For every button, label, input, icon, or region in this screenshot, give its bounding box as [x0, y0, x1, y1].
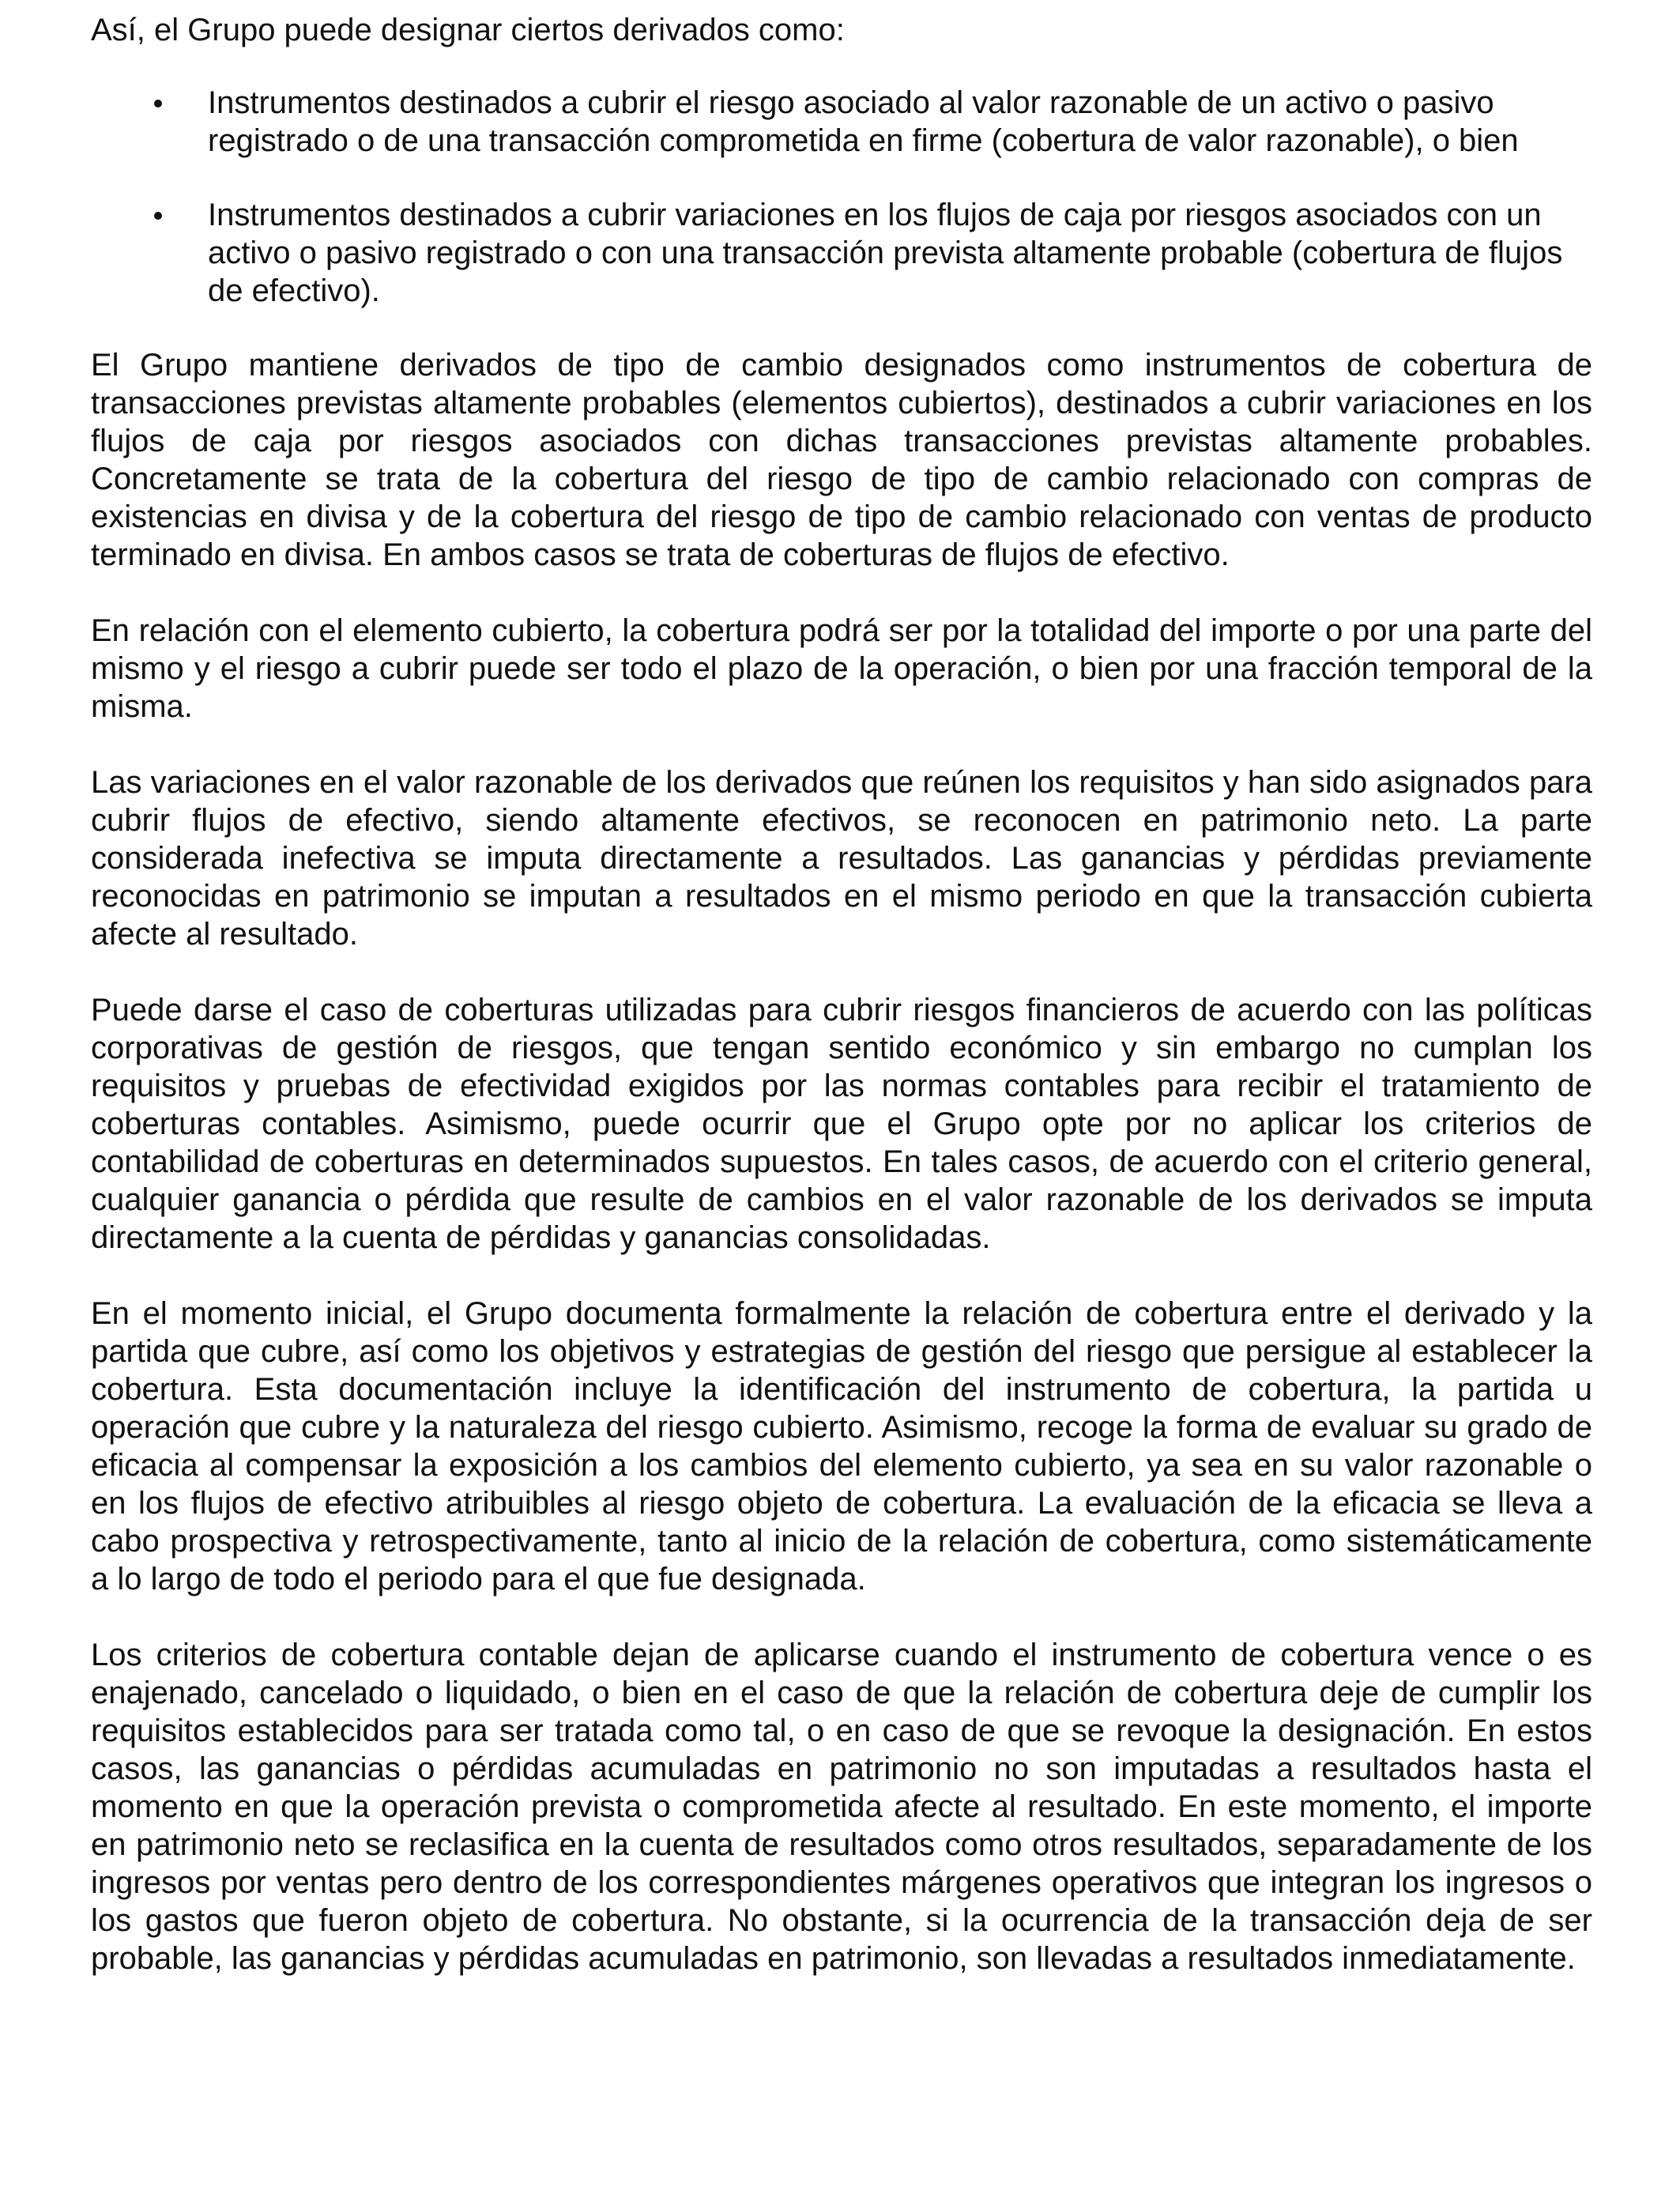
paragraph-hedged-item: En relación con el elemento cubierto, la cobertura podrá ser por la totalidad del importe o por una parte del mismo y el riesgo a cubrir puede ser todo el plazo de la operación, o bien por una fracción temporal de la misma. — [91, 613, 1592, 724]
bullet-text: Instrumentos destinados a cubrir variaciones en los flujos de caja por riesgos asociados con un activo o pasivo registrado o con una transacción prevista altamente probable (cobertura de flujos de efectivo). — [208, 198, 1563, 308]
bullet-item-cash-flow — [91, 196, 1592, 310]
bullet-text: Instrumentos destinados a cubrir el riesgo asociado al valor razonable de un activo o pasivo registrado o de una transacción comprometida en firme (cobertura de valor razonable), o bien — [208, 85, 1519, 158]
bullet-dot-icon — [154, 100, 162, 107]
paragraph-hedge-documentation: En el momento inicial, el Grupo documenta formalmente la relación de cobertura entre el derivado y la partida que cubre, así como los objetivos y estrategias de gestión del riesgo que persigue al establecer la cobertura. Esta documentación incluye la identificación del instrumento de cobertura, la partida u operación que cubre y la naturaleza del riesgo cubierto. Asimismo, recoge la forma de evaluar su grado de eficacia al compensar la exposición a los cambios del elemento cubierto, ya sea en su valor razonable o en los flujos de efectivo atribuibles al riesgo objeto de cobertura. La evaluación de la eficacia se lleva a cabo prospectiva y retrospectivamente, tanto al inicio de la relación de cobertura, como sistemáticamente a lo largo de todo el periodo para el que fue designada. — [91, 1296, 1592, 1596]
paragraph-fair-value-changes: Las variaciones en el valor razonable de los derivados que reúnen los requisitos y han sido asignados para cubrir flujos de efectivo, siendo altamente efectivos, se reconocen en patrimonio neto. La parte considerada inefectiva se imputa directamente a resultados. Las ganancias y pérdidas previamente reconocidas en patrimonio se imputan a resultados en el mismo periodo en que la transacción cubierta afecte al resultado. — [91, 765, 1592, 952]
paragraph-fx-derivatives: El Grupo mantiene derivados de tipo de cambio designados como instrumentos de cobertura de transacciones previstas altamente probables (elementos cubiertos), destinados a cubrir variaciones en los flujos de caja por riesgos asociados con dichas transacciones previstas altamente probables. Concretamente se trata de la cobertura del riesgo de tipo de cambio relacionado con compras de existencias en divisa y de la cobertura del riesgo de tipo de cambio relacionado con ventas de producto terminado en divisa. En ambos casos se trata de coberturas de flujos de efectivo. — [91, 348, 1592, 572]
paragraph-hedge-discontinuation: Los criterios de cobertura contable dejan de aplicarse cuando el instrumento de cobertura vence o es enajenado, cancelado o liquidado, o bien en el caso de que la relación de cobertura deje de cumplir los requisitos establecidos para ser tratada como tal, o en caso de que se revoque la designación. En estos casos, las ganancias o pérdidas acumuladas en patrimonio no son imputadas a resultados hasta el momento en que la operación prevista o comprometida afecte al resultado. En este momento, el importe en patrimonio neto se reclasifica en la cuenta de resultados como otros resultados, separadamente de los ingresos por ventas pero dentro de los correspondientes márgenes operativos que integran los ingresos o los gastos que fueron objeto de cobertura. No obstante, si la ocurrencia de la transacción deja de ser probable, las ganancias y pérdidas acumuladas en patrimonio, son llevadas a resultados inmediatamente. — [91, 1638, 1592, 1976]
document-page — [91, 11, 1592, 1977]
paragraph-economic-hedges: Puede darse el caso de coberturas utilizadas para cubrir riesgos financieros de acuerdo con las políticas corporativas de gestión de riesgos, que tengan sentido económico y sin embargo no cumplan los requisitos y pruebas de efectividad exigidos por las normas contables para recibir el tratamiento de coberturas contables. Asimismo, puede ocurrir que el Grupo opte por no aplicar los criterios de contabilidad de coberturas en determinados supuestos. En tales casos, de acuerdo con el criterio general, cualquier ganancia o pérdida que resulte de cambios en el valor razonable de los derivados se imputa directamente a la cuenta de pérdidas y ganancias consolidadas. — [91, 993, 1592, 1255]
intro-paragraph: Así, el Grupo puede designar ciertos derivados como: — [91, 13, 845, 47]
bullet-item-fair-value — [91, 84, 1592, 160]
bullet-dot-icon — [154, 212, 162, 220]
designation-bullet-list — [91, 84, 1592, 310]
